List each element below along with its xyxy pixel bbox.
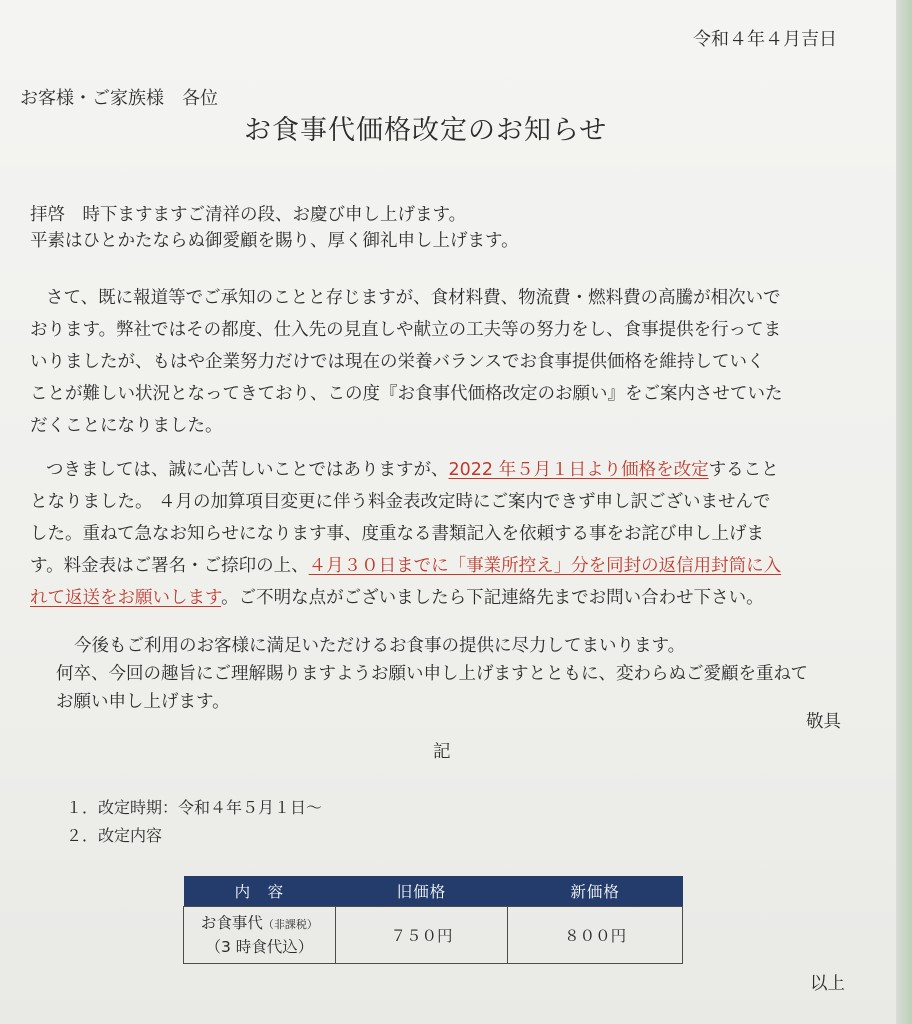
para3-line-2: 何卒、今回の趣旨にご理解賜りますようお願い申し上げますとともに、変わらぬご愛顧を重ねて [56, 664, 809, 684]
para2-line-1-tail: すること [708, 460, 779, 480]
para1-line-4: ことが難しい状況となってきており、この度『お食事代価格改定のお願い』をご案内させていた [30, 384, 783, 404]
item-revision-date: １．改定時期：令和４年５月１日～ [66, 798, 323, 817]
background-edge [896, 0, 912, 1024]
snack-included-note: （3 時食代込） [205, 938, 314, 956]
ki-heading: 記 [433, 742, 451, 762]
new-price-cell: ８００円 [508, 907, 683, 964]
para1-line-3: いりましたが、もはや企業努力だけでは現在の栄養バランスでお食事提供価格を維持していく [30, 352, 765, 372]
meal-fee-cell [184, 907, 336, 964]
issue-date: 令和４年４月吉日 [693, 29, 837, 50]
end-mark: 以上 [810, 974, 845, 994]
price-table-header-row [184, 876, 683, 907]
para2-line-3: した。重ねて急なお知らせになります事、度重なる書類記入を依頼する事をお詫び申し上げま [30, 524, 765, 544]
return-deadline-highlight: ４月３０日までに「事業所控え」分を同封の返信用封筒に入 [308, 556, 782, 576]
para2-line-2: となりました。 ４月の加算項目変更に伴う料金表改定時にご案内できず申し訳ございませんで [30, 492, 771, 512]
tax-exempt-note: （非課税） [262, 917, 318, 931]
recipients: お客様・ご家族様 各位 [20, 88, 218, 109]
para2-line-1-text: つきましては、誠に心苦しいことではありますが、 [46, 460, 449, 480]
old-price-cell: ７５０円 [335, 907, 508, 964]
para2-line-1 [46, 462, 779, 480]
greeting-line-1: 拝啓 時下ますますご清祥の段、お慶び申し上げます。 [30, 205, 467, 225]
para2-line-4 [30, 558, 781, 576]
return-request-highlight: れて返送をお願いします [30, 588, 222, 608]
para2-line-4-text: す。料金表はご署名・ご捺印の上、 [30, 556, 309, 576]
para1-line-5: だくことになりました。 [30, 416, 223, 436]
para3-line-1: 今後もご利用のお客様に満足いただけるお食事の提供に尽力してまいります。 [74, 636, 686, 656]
meal-fee-label: お食事代 [200, 913, 263, 932]
table-row [184, 907, 683, 964]
para1-line-1: さて、既に報道等でご承知のことと存じますが、食材料費、物流費・燃料費の高騰が相次いで [46, 288, 781, 308]
header-new-price: 新価格 [508, 876, 683, 907]
price-table [183, 876, 683, 964]
item-revision-content: ２．改定内容 [66, 826, 163, 845]
para1-line-2: おります。弊社ではその都度、仕入先の見直しや献立の工夫等の努力をし、食事提供を行ってま [30, 320, 782, 340]
document-title: お食事代価格改定のお知らせ [244, 115, 608, 146]
para3-line-3: お願い申し上げます。 [56, 692, 230, 712]
closing-keigu: 敬具 [806, 712, 841, 732]
para2-line-5-text: 。ご不明な点がございましたら下記連絡先までお問い合わせ下さい。 [221, 588, 764, 608]
header-content: 内 容 [184, 876, 336, 907]
price-change-date-highlight: 2022 年５月１日より価格を改定 [448, 460, 709, 480]
header-old-price: 旧価格 [335, 876, 508, 907]
para2-line-5 [30, 590, 764, 608]
greeting-line-2: 平素はひとかたならぬ御愛顧を賜り、厚く御礼申し上げます。 [30, 231, 519, 251]
